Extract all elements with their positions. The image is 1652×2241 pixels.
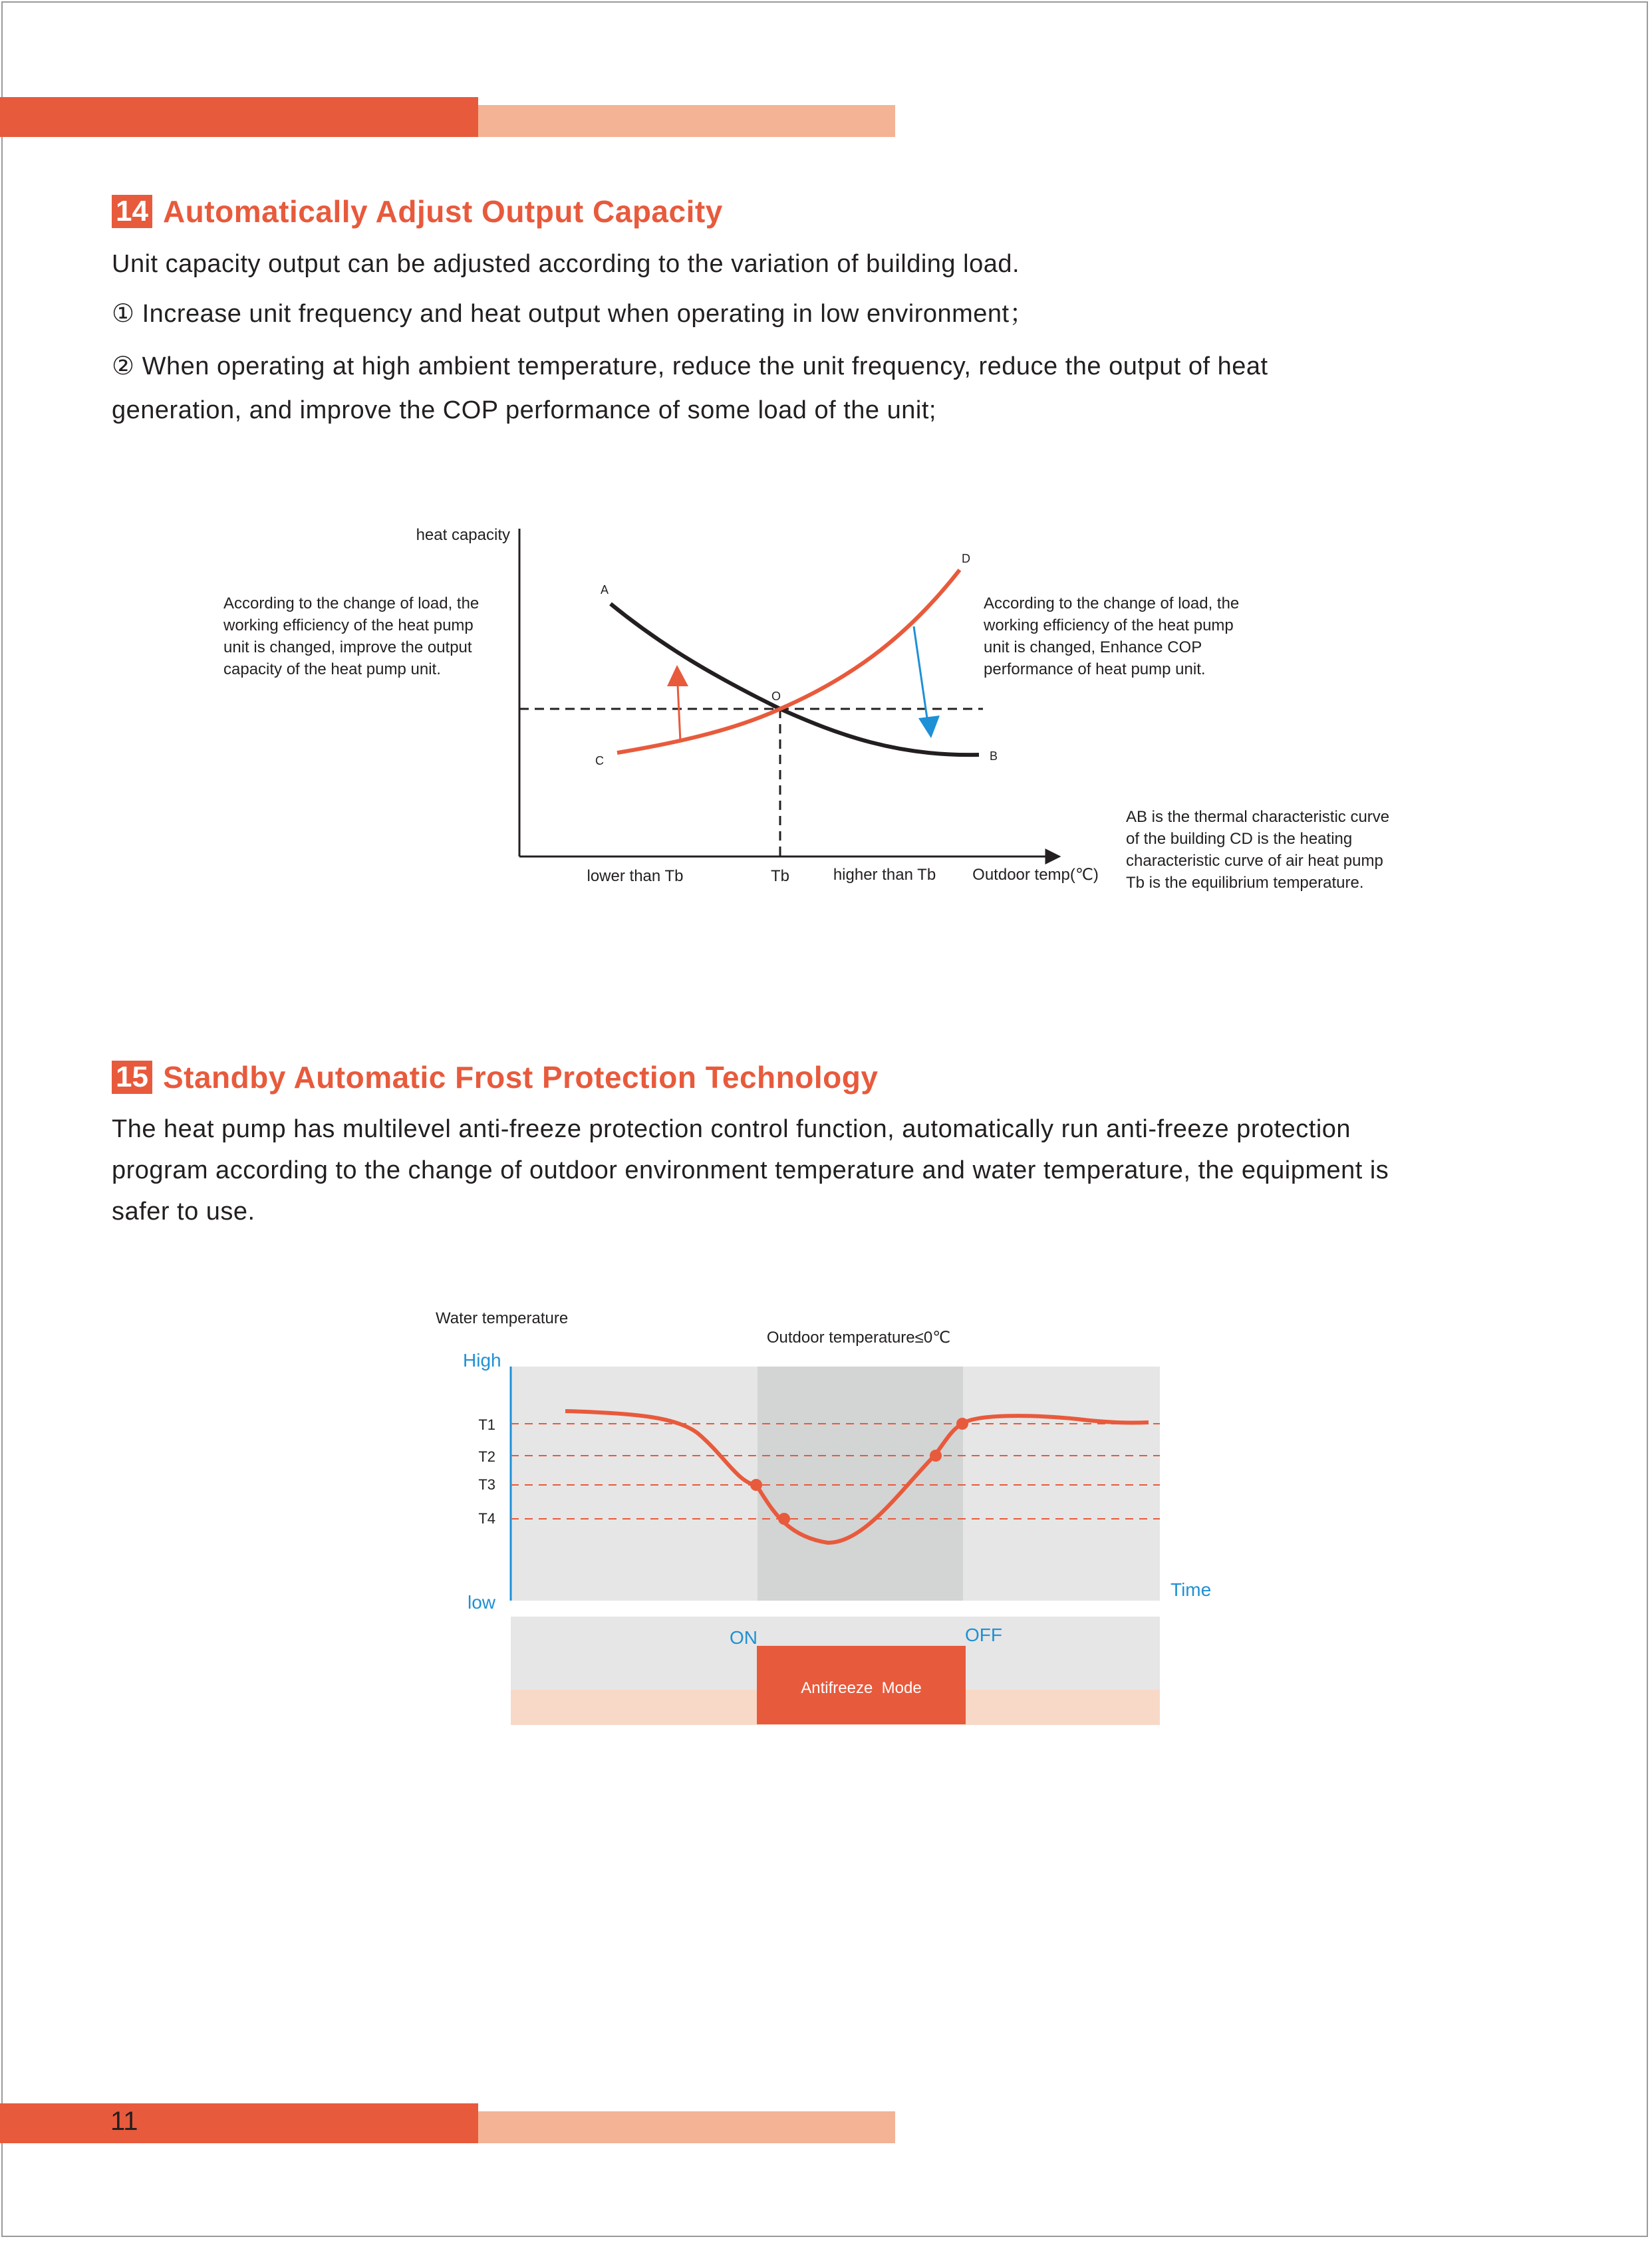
point-t1 — [956, 1418, 968, 1430]
legend-note-line: AB is the thermal characteristic curve — [1126, 808, 1390, 826]
antifreeze-mode-label: Antifreeze Mode — [801, 1679, 922, 1697]
water-temp-label: Water temperature — [436, 1309, 569, 1327]
t1-label: T1 — [478, 1416, 495, 1433]
curve-cd — [617, 570, 960, 753]
legend-note-line: of the building CD is the heating — [1126, 830, 1353, 848]
off-label: OFF — [965, 1625, 1002, 1645]
section-14-number: 14 — [112, 195, 152, 228]
left-note-line: capacity of the heat pump unit. — [223, 660, 441, 678]
curve-end-label-b: B — [990, 749, 998, 763]
left-note-line: According to the change of load, the — [223, 594, 480, 612]
left-note-line: working efficiency of the heat pump — [223, 616, 474, 634]
section-15-heading — [112, 1057, 878, 1097]
outdoor-condition-label: Outdoor temperature≤0℃ — [766, 1329, 951, 1347]
legend-note-line: characteristic curve of air heat pump — [1126, 852, 1383, 870]
curve-end-label-d: D — [962, 552, 970, 565]
section-14-line-2: ① Increase unit frequency and heat output when operating in low environment； — [112, 300, 1035, 328]
capacity-chart — [0, 0, 1652, 931]
point-t4 — [778, 1513, 790, 1525]
page-number: 11 — [110, 2107, 138, 2136]
curve-start-label-a: A — [601, 583, 609, 596]
section-15-line-3: safer to use. — [112, 1198, 255, 1226]
t2-label: T2 — [478, 1448, 495, 1465]
section-15-title: Standby Automatic Frost Protection Technology — [162, 1060, 879, 1095]
time-label: Time — [1170, 1579, 1212, 1600]
intersection-label-o: O — [771, 690, 781, 703]
left-note-line: unit is changed, improve the output — [223, 638, 472, 656]
section-14-title: Automatically Adjust Output Capacity — [162, 194, 723, 229]
point-t2 — [930, 1450, 942, 1462]
right-note-line: unit is changed, Enhance COP — [984, 638, 1202, 656]
right-note-line: performance of heat pump unit. — [984, 660, 1206, 678]
arrow-left-red — [678, 685, 680, 741]
section-14-line-3: ② When operating at high ambient temperature, reduce the unit frequency, reduce the output of heat — [112, 352, 1268, 380]
t3-label: T3 — [478, 1476, 495, 1493]
x-tick-higher: higher than Tb — [833, 866, 936, 884]
section-14-line-1: Unit capacity output can be adjusted according to the variation of building load. — [112, 250, 1020, 278]
right-note-line: According to the change of load, the — [984, 594, 1240, 612]
section-15-line-2: program according to the change of outdoor environment temperature and water temperature, the equipment is — [112, 1156, 1389, 1184]
t4-label: T4 — [478, 1510, 495, 1527]
arrow-right-blue-head — [918, 716, 940, 738]
curve-ab — [611, 604, 979, 755]
high-label: High — [463, 1350, 501, 1371]
right-note-line: working efficiency of the heat pump — [984, 616, 1234, 634]
x-tick-lower: lower than Tb — [587, 867, 684, 885]
outdoor-cold-zone — [757, 1367, 963, 1601]
footer-bar-light — [478, 2111, 895, 2143]
legend-note-line: Tb is the equilibrium temperature. — [1126, 874, 1364, 892]
point-t3 — [750, 1479, 762, 1491]
section-14-line-4: generation, and improve the COP performance of some load of the unit; — [112, 396, 936, 424]
footer-bar-dark — [0, 2103, 478, 2143]
section-15-number: 15 — [112, 1061, 152, 1094]
arrow-left-red-head — [667, 665, 688, 686]
curve-start-label-c: C — [595, 754, 604, 767]
antifreeze-chart — [0, 1263, 1652, 1742]
section-15-line-1: The heat pump has multilevel anti-freeze protection control function, automatically run anti-freeze protection — [112, 1115, 1351, 1143]
x-tick-tb: Tb — [770, 867, 790, 885]
x-axis-label: Outdoor temp(℃) — [972, 866, 1099, 884]
arrow-right-blue — [914, 626, 927, 718]
y-axis-label: heat capacity — [416, 526, 510, 544]
on-label: ON — [730, 1627, 757, 1648]
low-label: low — [468, 1592, 496, 1613]
